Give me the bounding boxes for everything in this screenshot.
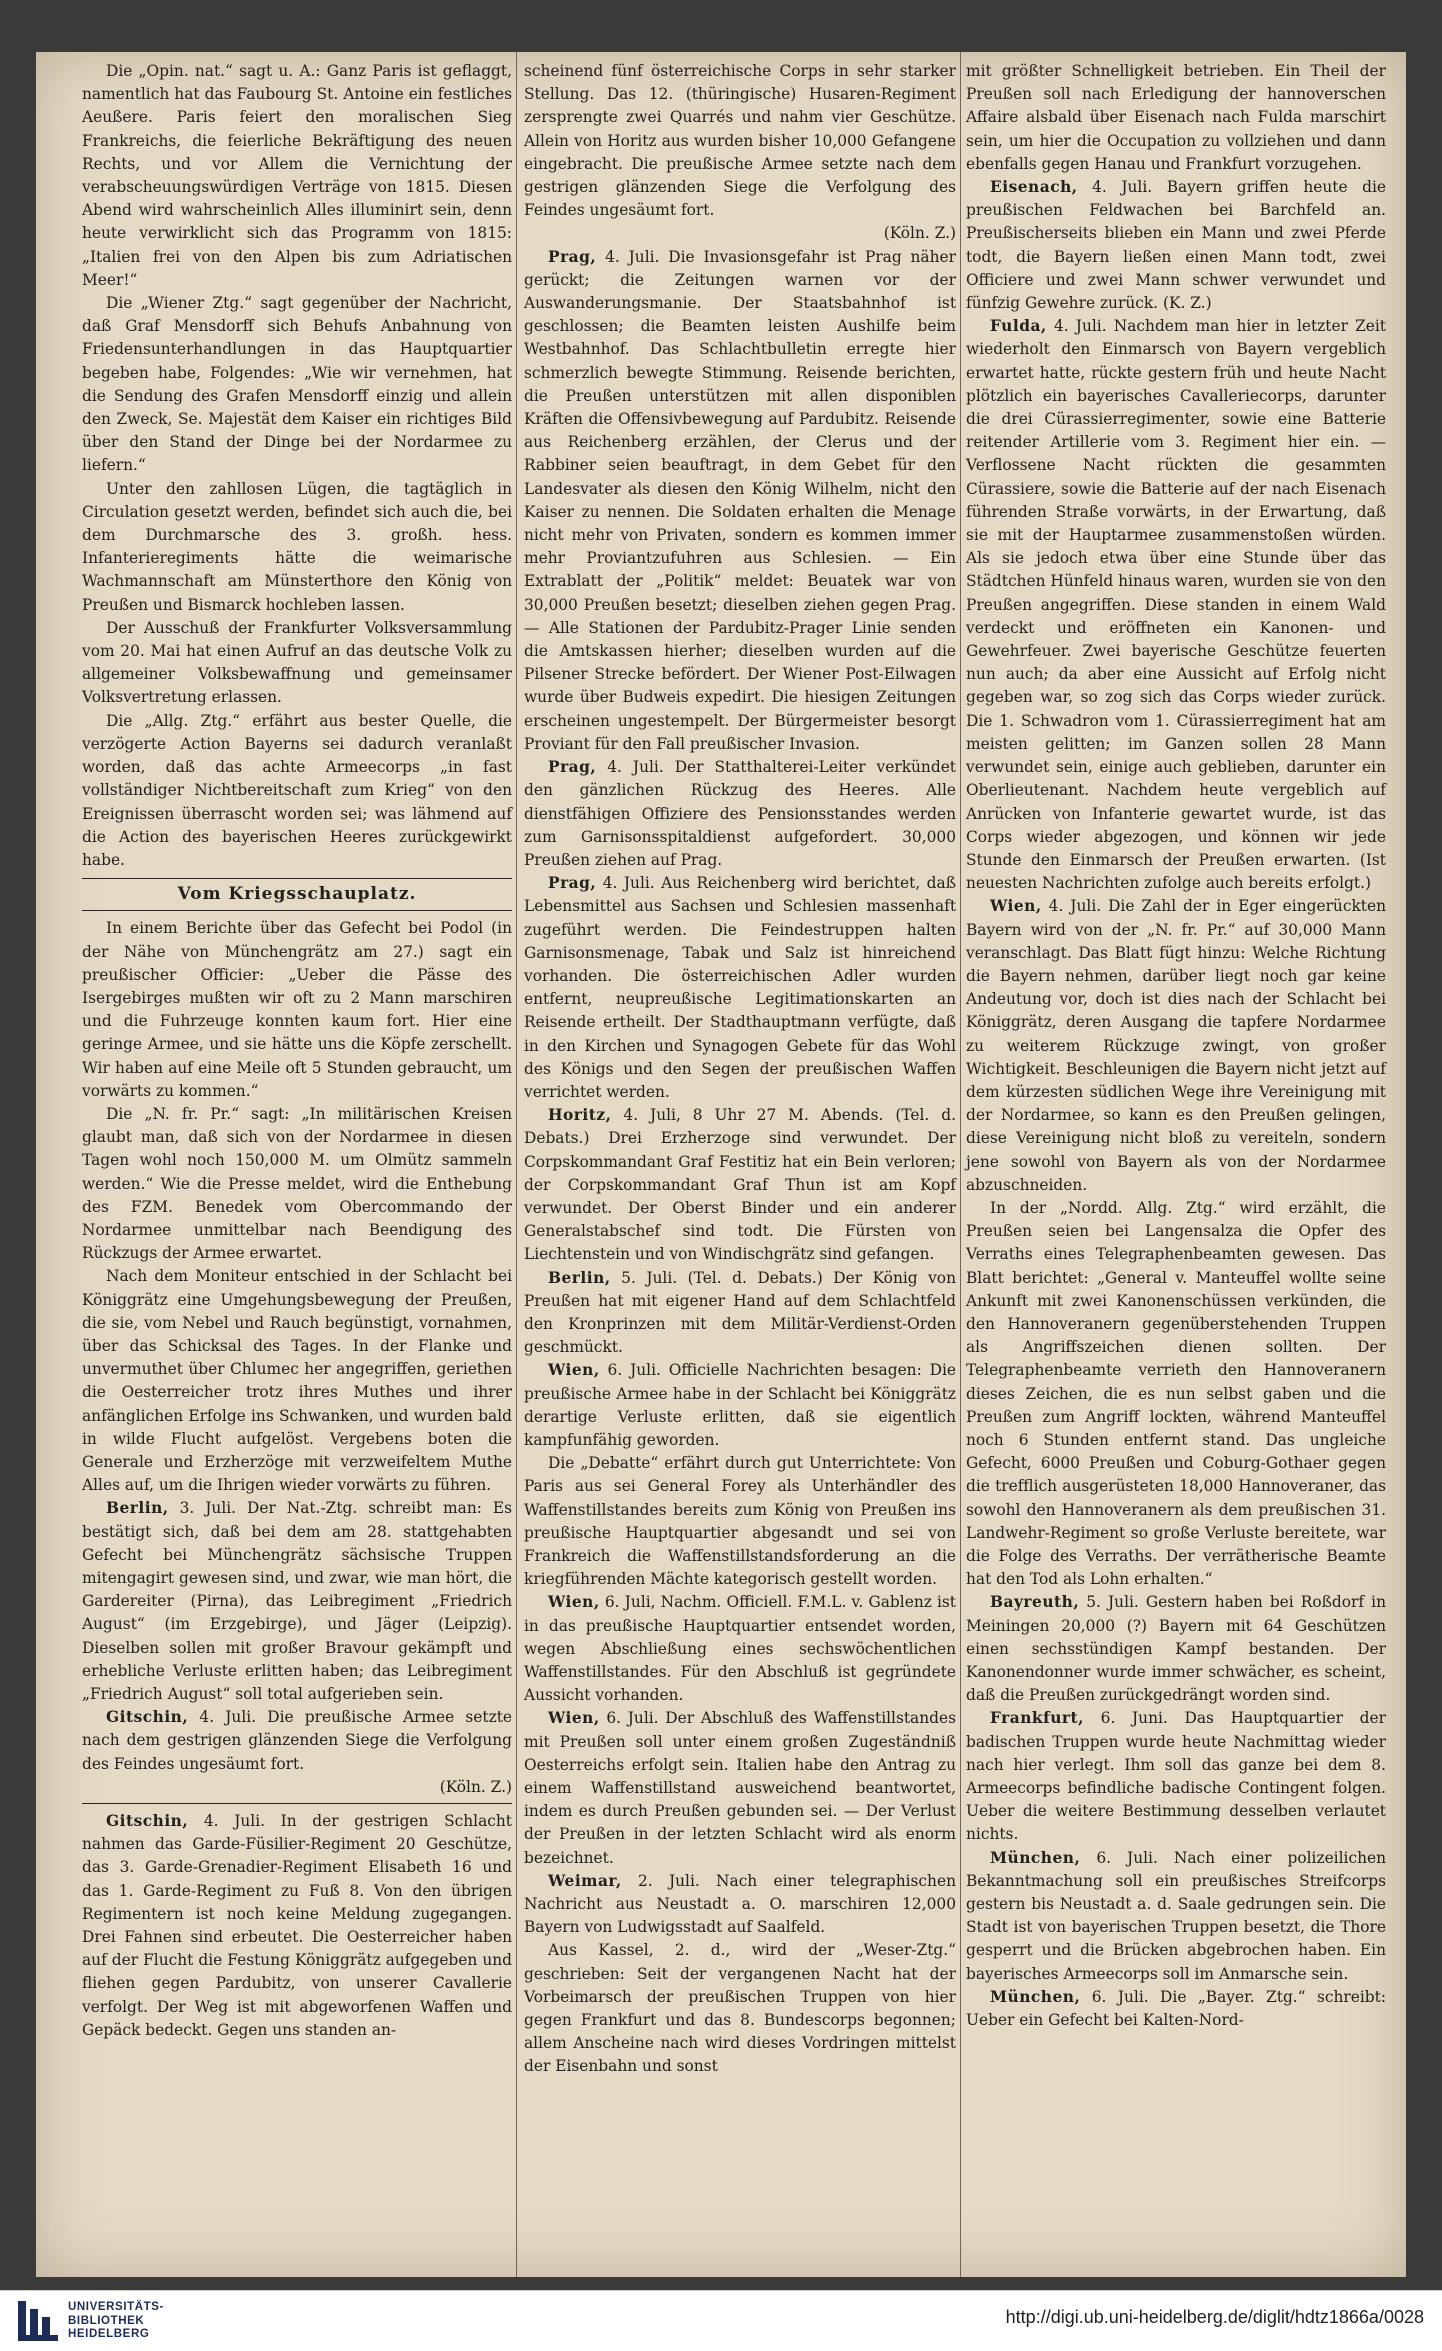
library-logo-icon: [18, 2301, 58, 2341]
article-paragraph: [524, 1452, 956, 1591]
article-paragraph: [966, 1986, 1386, 2032]
article-text: 4. Juli. In der gestrigen Schlacht nahmen das Garde-Füsilier-Regiment 20 Geschütze, das 3. Garde-Grenadier-Regiment Elisabeth 16 und das 1. Garde-Regiment zu Fuß 8. Von den übrigen Regimentern ist noch keine Meldung zugegangen. Drei Fahnen sind erbeutet. Die Oesterreicher haben auf der Flucht die Festung Königgrätz aufgegeben und fliehen gegen Pardubitz, von unserer Cavallerie verfolgt. Der Weg ist mit abgeworfenen Waffen und Gepäck bedeckt. Gegen uns standen an-: [82, 1812, 512, 2039]
article-text: 5. Juli. (Tel. d. Debats.) Der König von Preußen hat mit eigener Hand auf dem Schlachtfeld den Kronprinzen mit dem Militär-Verdienst-Orden geschmückt.: [524, 1268, 956, 1357]
article-paragraph: [524, 1359, 956, 1452]
article-paragraph: [966, 176, 1386, 315]
article-paragraph: [82, 1265, 512, 1497]
article-paragraph: [966, 1707, 1386, 1846]
article-paragraph: [966, 1847, 1386, 1986]
library-logo[interactable]: [18, 2299, 308, 2343]
article-text: Unter den zahllosen Lügen, die tagtäglich in Circulation gesetzt werden, befindet sich auch die, bei dem Durchmarsche des 3. großh. hess. Infanterieregiments hätte die weimarische Wachmannschaft am Münsterthore den König von Preußen und Bismarck hochleben lassen.: [82, 479, 512, 614]
article-text: mit größter Schnelligkeit betrieben. Ein Theil der Preußen soll nach Erledigung der hannoverschen Affaire alsbald über Eisenach nach Fulda marschirt sein, um hier die Occupation zu vollziehen und dann ebenfalls gegen Hanau und Frankfurt vorzugehen.: [966, 62, 1386, 173]
column-divider: [516, 52, 517, 2277]
column-divider: [960, 52, 961, 2277]
article-paragraph: [524, 1591, 956, 1707]
article-text: Die „Wiener Ztg.“ sagt gegenüber der Nachricht, daß Graf Mensdorff sich Behufs Anbahnung von Friedensunterhandlungen in das Hauptquartier begeben habe, Folgendes: „Wie wir vernehmen, hat die Sendung des Grafen Mensdorff einzig und allein den Zweck, Se. Majestät dem Kaiser ein richtiges Bild über den Stand der Dinge bei der Nordarmee zu liefern.“: [82, 294, 512, 475]
article-paragraph: [524, 872, 956, 1104]
article-text: 5. Juli. Gestern haben bei Roßdorf in Meiningen 20,000 (?) Bayern mit 64 Geschützen einen sechsstündigen Kampf bestanden. Der Kanonendonner wurde immer schwächer, es scheint, daß die Preußen zurückgedrängt worden sind.: [966, 1593, 1386, 1705]
article-text: 4. Juli. Die Zahl der in Eger eingerückten Bayern wird von der „N. fr. Pr.“ auf 30,000 Mann veranschlagt. Das Blatt fügt hinzu: Welche Richtung die Bayern nehmen, darüber liegt noch gar keine Andeutung vor, doch ist dies nach der Schlacht bei Königgrätz, deren Ausgang die tapfere Nordarmee zu weiterem Rückzuge zwingt, von großer Wichtigkeit. Beschleunigen die Bayern nicht jetzt auf dem kürzesten südlichen Wege ihre Vereinigung mit der Nordarmee, so kann es den Preußen gelingen, diese Vereinigung nicht bloß zu vereiteln, sondern jene sowohl von Bayern als von der Nordarmee abzuschneiden.: [966, 897, 1386, 1194]
article-text: 3. Juli. Der Nat.-Ztg. schreibt man: Es bestätigt sich, daß bei dem am 28. stattgehabten Gefecht bei Münchengrätz sächsische Truppen mitengagirt gewesen sind, und zwar, wie man hört, die Gardereiter (Pirna), das Leibregiment „Friedrich August“ (im Erzgebirge), und Jäger (Leipzig). Dieselben sollen mit großer Bravour gekämpft und erhebliche Verluste erlitten haben; das Leibregiment „Friedrich August“ soll total aufgerieben sein.: [82, 1499, 512, 1704]
column-1: [82, 60, 512, 2042]
dateline-place: München,: [990, 1848, 1081, 1867]
library-name-line2: BIBLIOTHEK: [68, 2314, 145, 2327]
article-text: Die „Opin. nat.“ sagt u. A.: Ganz Paris ist geflaggt, namentlich hat das Faubourg St. Antoine ein festliches Aeußere. Paris feiert den moralischen Sieg Frankreichs, die feierliche Bekräftigung des neuen Rechts, und vor Allem die Vernichtung der verabscheuungswürdigen Verträge von 1815. Diesen Abend wird wahrscheinlich Alles illuminirt sein, denn heute verwirklicht sich das Programm von 1815: „Italien frei von den Alpen bis zum Adriatischen Meer!“: [82, 62, 512, 289]
article-paragraph: [82, 617, 512, 710]
article-text: 6. Juli, Nachm. Officiell. F.M.L. v. Gablenz ist in das preußische Hauptquartier entsendet worden, wegen Abschließung eines sechswöchentlichen Waffenstillstandes. Für den Abschluß ist gegründete Aussicht vorhanden.: [524, 1593, 956, 1705]
article-paragraph: [82, 1497, 512, 1706]
article-text: Die „N. fr. Pr.“ sagt: „In militärischen Kreisen glaubt man, daß sich von der Nordarmee in diesen Tagen wohl noch 150,000 M. um Olmütz sammeln werden.“ Wie die Presse meldet, wird die Enthebung des FZM. Benedek vom Obercommando der Nordarmee unmittelbar nach Beendigung des Rückzugs der Armee erwartet.: [82, 1104, 512, 1263]
article-paragraph: [966, 895, 1386, 1197]
dateline-place: Eisenach,: [990, 178, 1078, 197]
article-paragraph: [524, 1870, 956, 1940]
library-name-line3: HEIDELBERG: [68, 2328, 150, 2340]
article-paragraph: [524, 1939, 956, 2078]
separator-rule: [82, 1803, 512, 1804]
footer-bar: [0, 2290, 1442, 2351]
article-paragraph: [82, 1810, 512, 2042]
article-text: 6. Juni. Das Hauptquartier der badischen Truppen wurde heute Nachmittag wieder nach hier verlegt. Ihm soll das ganze bei dem 8. Armeecorps befindliche badische Contingent folgen. Ueber die weitere Bestimmung desselben verlautet nichts.: [966, 1709, 1386, 1844]
article-text: 6. Juli. Officielle Nachrichten besagen: Die preußische Armee habe in der Schlacht bei Königgrätz derartige Verluste erlitten, daß sie eigentlich kampfunfähig geworden.: [524, 1361, 956, 1449]
article-text: Aus Kassel, 2. d., wird der „Weser-Ztg.“ geschrieben: Seit der vergangenen Nacht hat der Vorbeimarsch der preußischen Truppen von hier gegen Frankfurt und das 8. Bundescorps begonnen; allem Anscheine nach wird dieses Vordringen mittelst der Eisenbahn und sonst: [524, 1941, 956, 2076]
article-paragraph: [966, 315, 1386, 895]
article-text: 2. Juli. Nach einer telegraphischen Nachricht aus Neustadt a. O. marschiren 12,000 Bayern von Ludwigsstadt auf Saalfeld.: [524, 1871, 956, 1937]
article-paragraph: [82, 917, 512, 1103]
article-text: 4. Juli. Bayern griffen heute die preußischen Feldwachen bei Barchfeld an. Preußischerseits blieben ein Mann und zwei Pferde todt, die Bayern ließen einen Mann todt, zwei Officiere und zwei Mann schwer verwundet und fünfzig Gewehre zurück. (K. Z.): [966, 178, 1386, 313]
article-paragraph: [82, 1103, 512, 1265]
article-paragraph: [524, 756, 956, 872]
dateline-place: Prag,: [548, 758, 597, 777]
article-text: 6. Juli. Nach einer polizeilichen Bekanntmachung soll ein preußisches Streifcorps gestern bis Neustadt a. d. Saale gedrungen sein. Die Stadt ist von bayerischen Truppen besetzt, die Thore gesperrt und die Brücken abgebrochen haben. Ein bayerisches Armeecorps soll im Anmarsche sein.: [966, 1848, 1386, 1983]
article-paragraph: [524, 1707, 956, 1869]
article-text: 4. Juli. Aus Reichenberg wird berichtet, daß Lebensmittel aus Sachsen und Schlesien massenhaft zugeführt werden. Die Feindestruppen halten Garnisonsmenage, Tabak und Salz ist hinreichend vorhanden. Die österreichischen Adler wurden entfernt, neupreußische Legitimationskarten an Reisende ertheilt. Der Stadthauptmann verfügte, daß in den Kirchen und Synagogen Gebete für das Wohl des Königs und den Segen der preußischen Waffen verrichtet werden.: [524, 874, 956, 1101]
article-text: In der „Nordd. Allg. Ztg.“ wird erzählt, die Preußen seien bei Langensalza die Opfer des Verraths eines Telegraphenbeamten gewesen. Das Blatt berichtet: „General v. Manteuffel wollte seine Ankunft mit zwei Kanonenschüssen verkünden, die den Hannoveranern gegenüberstehenden Truppen als Angriffszeichen dienen sollten. Der Telegraphenbeamte verrieth den Hannoveranern dieses Zeichen, die es nun selbst gaben und die Preußen zum Angriff lockten, während Manteuffel noch 6 Stunden entfernt stand. Das ungleiche Gefecht, 6000 Preußen und Coburg-Gothaer gegen die trefflich ausgerüsteten 18,000 Hannoveraner, das sowohl den Hannoveranern als dem preußischen 31. Landwehr-Regiment so große Verluste bereitete, war die Folge des Verraths. Der verrätherische Beamte hat den Tod als Lohn erhalten.“: [966, 1198, 1386, 1589]
dateline-place: Horitz,: [548, 1106, 612, 1125]
dateline-place: Bayreuth,: [990, 1593, 1080, 1612]
article-paragraph: [966, 1197, 1386, 1591]
dateline-place: Wien,: [548, 1593, 600, 1612]
article-paragraph: [82, 292, 512, 478]
article-text: 6. Juli. Die „Bayer. Ztg.“ schreibt: Ueber ein Gefecht bei Kalten-Nord-: [966, 1987, 1386, 2030]
library-name: [68, 2301, 164, 2342]
article-text: 4. Juli. Die Invasionsgefahr ist Prag näher gerückt; die Zeitungen warnen vor der Auswanderungsmanie. Der Staatsbahnhof ist geschlossen; die Beamten leisten Aushilfe beim Westbahnhof. Das Schlachtbulletin erregte hier schmerzlich bewegte Stimmung. Reisende berichten, die Preußen unterstützen mit allen disponiblen Kräften die Offensivbewegung auf Pardubitz. Reisende aus Reichenberg erzählen, der Clerus und der Rabbiner seien beauftragt, in dem Gebet für den Landesvater als diesen den König Wilhelm, nicht den Kaiser zu nennen. Die Soldaten erhalten die Menage nicht mehr von Privaten, sondern es kommen immer mehr Proviantzufuhren aus Schlesien. — Ein Extrablatt der „Politik“ meldet: Beuatek war von 30,000 Preußen besetzt; dieselben ziehen gegen Prag. — Alle Stationen der Pardubitz-Prager Linie senden die Amtskassen hierher; dieselben wurden auf die Pilsener Strecke befördert. Der Wiener Post-Eilwagen wurde über Budweis expedirt. Die hiesigen Zeitungen erscheinen ungestempelt. Der Bürgermeister besorgt Proviant für den Fall preußischer Invasion.: [524, 247, 956, 753]
article-text: 6. Juli. Der Abschluß des Waffenstillstandes mit Preußen soll unter einem großen Zugeständniß Oesterreichs erfolgt sein. Italien habe den Antrag zu einem Waffenstillstand ausweichend beantwortet, indem es durch Preußen gebunden sei. — Der Verlust der Preußen in der letzten Schlacht wird als enorm bezeichnet.: [524, 1709, 956, 1867]
article-text: Die „Allg. Ztg.“ erfährt aus bester Quelle, die verzögerte Action Bayerns sei dadurch veranlaßt worden, daß das achte Armeecorps „in fast vollständiger Nichtbereitschaft zum Krieg“ von den Ereignissen überrascht worden sei; was lähmend auf die Action des bayerischen Heeres zurückgewirkt habe.: [82, 711, 512, 869]
column-2: [524, 60, 956, 2079]
dateline-place: Prag,: [548, 874, 597, 893]
article-text: scheinend fünf österreichische Corps in sehr starker Stellung. Das 12. (thüringische) Husaren-Regiment zersprengte zwei Quarrés und nahm vier Geschütze. Allein von Horitz aus wurden bisher 10,000 Gefangene eingebracht. Die preußische Armee setzte nach dem gestrigen glänzenden Siege die Verfolgung des Feindes ungesäumt fort.: [524, 62, 956, 220]
dateline-place: Berlin,: [548, 1268, 611, 1287]
dateline-place: Weimar,: [548, 1871, 622, 1890]
library-name-line1: UNIVERSITÄTS-: [68, 2301, 164, 2313]
source-url[interactable]: http://digi.ub.uni-heidelberg.de/diglit/hdtz1866a/0028: [1005, 2307, 1424, 2327]
article-text: 4. Juli. Die preußische Armee setzte nach dem gestrigen glänzenden Siege die Verfolgung des Feindes ungesäumt fort.: [82, 1708, 512, 1773]
article-paragraph: [524, 1104, 956, 1266]
dateline-place: Wien,: [548, 1361, 600, 1380]
article-paragraph: [966, 1591, 1386, 1707]
article-text: Der Ausschuß der Frankfurter Volksversammlung vom 20. Mai hat einen Aufruf an das deutsche Volk zu allgemeiner Volksbewaffnung und gemeinsamer Volksvertretung erlassen.: [82, 618, 512, 707]
article-paragraph: [82, 1706, 512, 1776]
article-text: 4. Juli. Nachdem man hier in letzter Zeit wiederholt den Einmarsch von Bayern vergeblich erwartet hatte, rückte gestern früh und heute Nacht plötzlich ein bayerisches Cavalleriecorps, darunter die drei Cürassierregimenter, sowie eine Batterie reitender Artillerie vom 3. Regiment hier ein. — Verflossene Nacht rückten die gesammten Cürassiere, sowie die Batterie auf der nach Eisenach führenden Straße vorwärts, in der Erwartung, daß sie mit der Hauptarmee zusammenstoßen würden. Als sie jedoch etwa über eine Stunde über das Städtchen Hünfeld hinaus waren, wurden sie von den Preußen angegriffen. Diese standen in einem Wald verdeckt und eröffneten ein Kanonen- und Gewehrfeuer. Zwei bayerische Geschütze feuerten nun auch; da aber eine Aussicht auf Erfolg nicht gegeben war, so zog sich das Corps wieder zurück. Die 1. Schwadron vom 1. Cürassierregiment hat am meisten gelitten; im Ganzen sollen 28 Mann verwundet sein, einige auch geblieben, darunter ein Oberlieutenant. Nachdem heute vergeblich auf Anrücken von Infanterie gewartet wurde, ist das Corps wieder abgezogen, und können wir jede Stunde den Einmarsch der Preußen erwarten. (Ist neuesten Nachrichten zufolge auch bereits erfolgt.): [966, 317, 1386, 893]
article-paragraph: [524, 246, 956, 756]
article-paragraph: [82, 478, 512, 617]
section-heading: Vom Kriegsschauplatz.: [82, 878, 512, 911]
article-text: Nach dem Moniteur entschied in der Schlacht bei Königgrätz eine Umgehungsbewegung der Preußen, die sie, vom Nebel und Rauch begünstigt, vornahmen, über das Schicksal des Tages. In der Flanke und unvermuthet über Chlumec her angegriffen, geriethen die Oesterreicher trotz ihres Muthes und ihrer anfänglichen Erfolge ins Schwanken, und wurden bald in wilde Flucht aufgelöst. Vergebens boten die Generale und Erzherzöge mit verzweifeltem Muthe Alles auf, um die Ihrigen wieder vorwärts zu führen.: [82, 1267, 512, 1495]
article-text: In einem Berichte über das Gefecht bei Podol (in der Nähe von Münchengrätz am 27.) sagt ein preußischer Officier: „Ueber die Pässe des Isergebirges mußten wir oft zu 2 Mann marschiren und die Fuhrzeuge konnten kaum fort. Hier eine geringe Armee, und sie hätte uns die Köpfe zerschellt. Wir haben auf eine Meile oft 5 Stunden gebraucht, um vorwärts zu kommen.“: [82, 919, 512, 1100]
dateline-place: München,: [990, 1987, 1081, 2006]
article-paragraph: [524, 1267, 956, 1360]
dateline-place: Gitschin,: [106, 1708, 189, 1727]
source-attribution: (Köln. Z.): [883, 224, 956, 243]
dateline-place: Frankfurt,: [990, 1709, 1084, 1728]
article-paragraph: [82, 710, 512, 872]
column-3: [966, 60, 1386, 2032]
article-paragraph: [966, 60, 1386, 176]
dateline-place: Fulda,: [990, 317, 1047, 336]
article-paragraph: [82, 60, 512, 292]
dateline-place: Prag,: [548, 247, 597, 266]
article-text: 4. Juli. Der Statthalterei-Leiter verkündet den gänzlichen Rückzug des Heeres. Alle dienstfähigen Offiziere des Pensionsstandes werden zum Garnisonsspitaldienst aufgefordert. 30,000 Preußen ziehen auf Prag.: [524, 758, 956, 869]
dateline-place: Gitschin,: [106, 1812, 189, 1831]
article-text: Die „Debatte“ erfährt durch gut Unterrichtete: Von Paris aus sei General Forey als Unterhändler des Waffenstillstandes bereits zum König von Preußen ins preußische Hauptquartier abgesandt und sei von Frankreich die Waffenstillstandsforderung an die kriegführenden Mächte kategorisch gestellt worden.: [524, 1454, 956, 1589]
dateline-place: Wien,: [548, 1709, 600, 1728]
article-paragraph: [524, 60, 956, 222]
source-attribution: (Köln. Z.): [439, 1777, 512, 1796]
newspaper-page: [36, 52, 1406, 2277]
dateline-place: Berlin,: [106, 1499, 169, 1518]
dateline-place: Wien,: [990, 897, 1042, 916]
article-text: 4. Juli, 8 Uhr 27 M. Abends. (Tel. d. Debats.) Drei Erzherzoge sind verwundet. Der Corpskommandant Graf Festitiz hat ein Bein verloren; der Corpskommandant Graf Thun ist am Kopf verwundet. Der Oberst Binder und ein anderer Generalstabschef sind todt. Die Fürsten von Liechtenstein und von Windischgrätz sind gefangen.: [524, 1106, 956, 1264]
